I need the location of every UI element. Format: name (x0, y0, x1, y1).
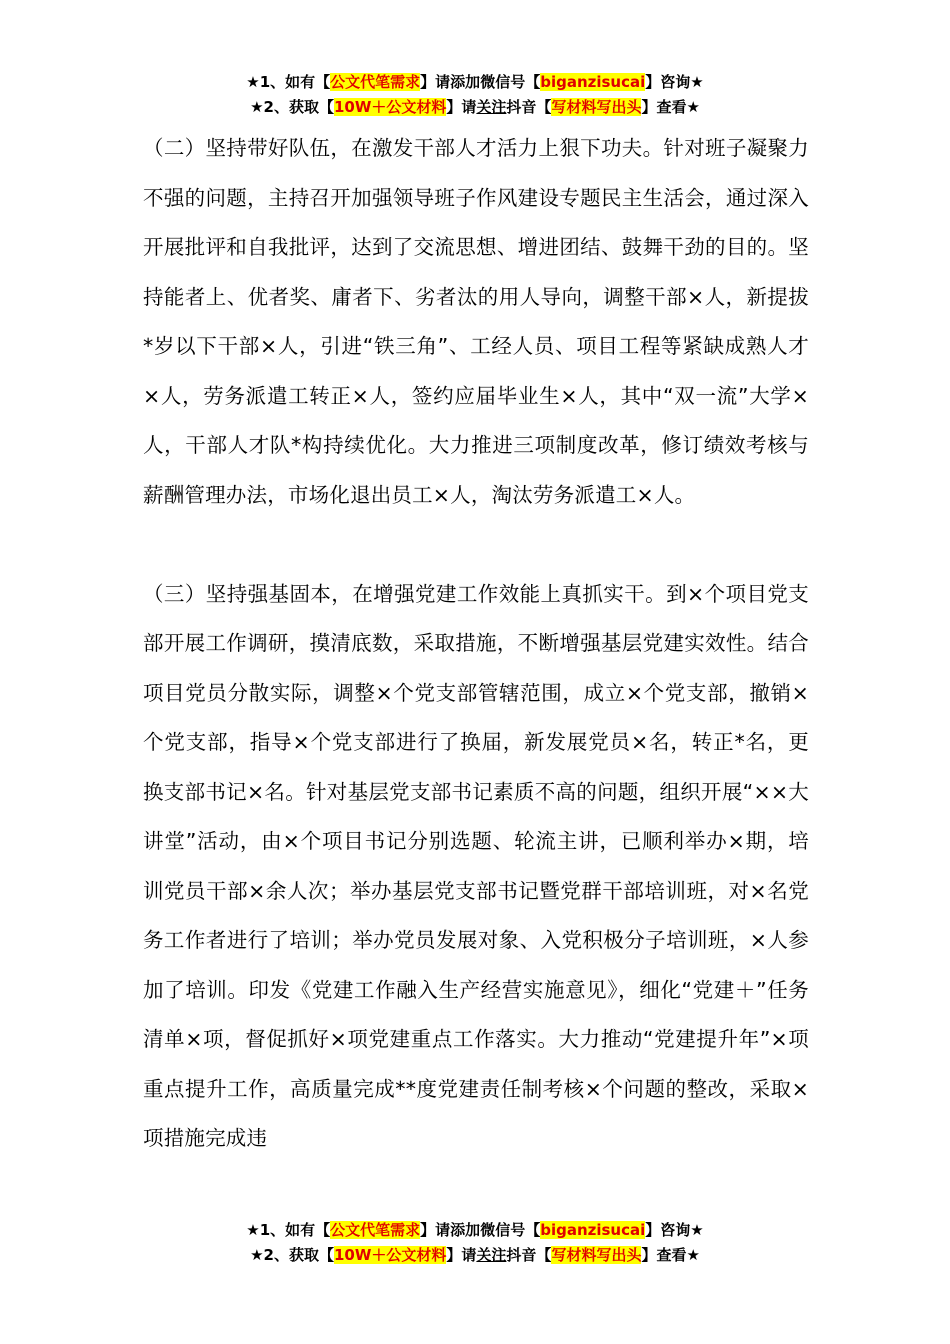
banner-highlight-ghostwriting: 公文代笔需求 (330, 1221, 421, 1239)
banner-highlight-materials: 10W＋公文材料 (333, 1246, 447, 1264)
banner-text: 】请 (446, 98, 477, 116)
banner-text: 】查看★ (641, 98, 700, 116)
paragraph-section-2: （二）坚持带好队伍，在激发干部人才活力上狠下功夫。针对班子凝聚力不强的问题，主持召开加强领导班子作风建设专题民主生活会，通过深入开展批评和自我批评，达到了交流思想、增进团结、鼓舞干劲的目的。坚持能者上、优者奖、庸者下、劣者汰的用人导向，调整干部×人，新提拔*岁以下干部×人，引进“铁三角”、工经人员、项目工程等紧缺成熟人才×人，劳务派遣工转正×人，签约应届毕业生×人，其中“双一流”大学×人，干部人才队*构持续优化。大力推进三项制度改革，修订绩效考核与薪酬管理办法，市场化退出员工×人，淘汰劳务派遣工×人。 (143, 136, 809, 507)
header-banner (0, 70, 950, 120)
banner-text: 】请添加 (420, 1221, 481, 1239)
banner-highlight-wechat-id: biganzisucai (540, 1221, 646, 1239)
banner-text: 微信号【 (480, 73, 541, 91)
banner-text: 抖音【 (506, 1246, 552, 1264)
banner-line-1 (0, 1218, 950, 1243)
banner-line-2 (0, 1243, 950, 1268)
banner-highlight-douyin: 写材料写出头 (551, 1246, 642, 1264)
document-body (143, 124, 809, 1164)
banner-text: ★2、获取【 (250, 98, 334, 116)
banner-line-1 (0, 70, 950, 95)
banner-highlight-materials: 10W＋公文材料 (333, 98, 447, 116)
paragraph-section-3: （三）坚持强基固本，在增强党建工作效能上真抓实干。到×个项目党支部开展工作调研，摸清底数，采取措施，不断增强基层党建实效性。结合项目党员分散实际，调整×个党支部管辖范围，成立×个党支部，撤销×个党支部，指导×个党支部进行了换届，新发展党员×名，转正*名，更换支部书记×名。针对基层党支部书记素质不高的问题，组织开展“××大讲堂”活动，由×个项目书记分别选题、轮流主讲，已顺利举办×期，培训党员干部×余人次；举办基层党支部书记暨党群干部培训班，对×名党务工作者进行了培训；举办党员发展对象、入党积极分子培训班，×人参加了培训。印发《党建工作融入生产经营实施意见》，细化“党建＋”任务清单×项，督促抓好×项党建重点工作落实。大力推动“党建提升年”×项重点提升工作，高质量完成**度党建责任制考核×个问题的整改，采取×项措施完成违 (143, 581, 809, 1150)
banner-highlight-douyin: 写材料写出头 (551, 98, 642, 116)
footer-banner (0, 1218, 950, 1268)
banner-text: ★2、获取【 (250, 1246, 334, 1264)
banner-text: ★1、如有【 (246, 1221, 331, 1239)
banner-underlined-follow: 关注 (476, 1246, 507, 1264)
banner-text: 】请 (446, 1246, 477, 1264)
banner-text: 抖音【 (506, 98, 552, 116)
banner-text: 】请添加 (420, 73, 481, 91)
banner-text: 微信号【 (480, 1221, 541, 1239)
banner-text: 】咨询★ (645, 1221, 704, 1239)
banner-text: ★1、如有【 (246, 73, 331, 91)
banner-text: 】咨询★ (645, 73, 704, 91)
banner-highlight-ghostwriting: 公文代笔需求 (330, 73, 421, 91)
banner-text: 】查看★ (641, 1246, 700, 1264)
banner-line-2 (0, 95, 950, 120)
banner-highlight-wechat-id: biganzisucai (540, 73, 646, 91)
banner-underlined-follow: 关注 (476, 98, 507, 116)
